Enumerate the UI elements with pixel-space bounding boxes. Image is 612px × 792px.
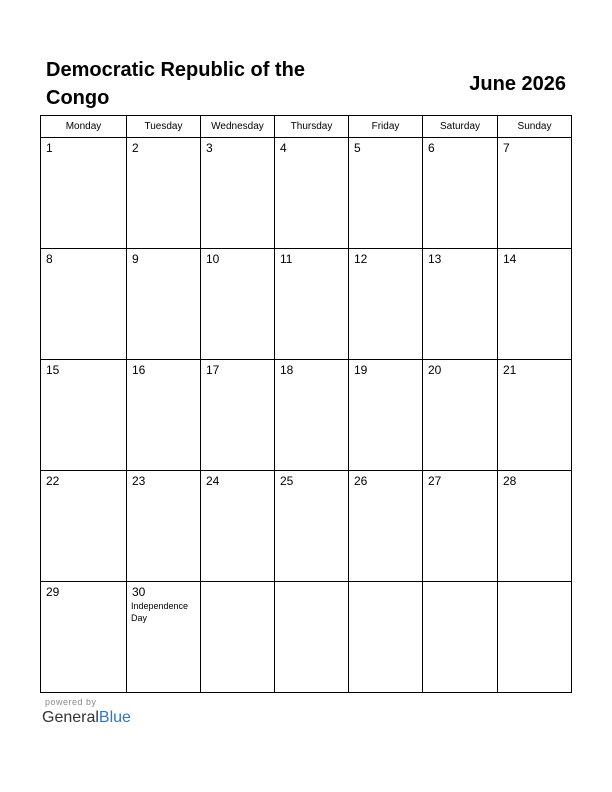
day-number: 17 [206,363,220,377]
powered-by-text: powered by [45,697,97,707]
holiday-label: Independence Day [131,601,189,623]
empty-day-cell [498,582,572,693]
day-cell [423,360,498,471]
day-cell [127,582,201,693]
day-number: 19 [354,363,368,377]
week-row-2 [41,249,572,360]
weekday-friday: Friday [349,116,423,138]
empty-day-cell [423,582,498,693]
day-cell [349,138,423,249]
day-number: 25 [280,474,294,488]
day-number: 28 [503,474,517,488]
weekday-saturday: Saturday [423,116,498,138]
day-cell [498,138,572,249]
week-row-3 [41,360,572,471]
logo-blue-text: Blue [98,709,131,726]
day-number: 5 [354,141,361,155]
day-cell [201,138,275,249]
day-number: 7 [503,141,510,155]
day-number: 22 [46,474,60,488]
day-number: 23 [132,474,146,488]
logo-general-text: General [42,709,99,726]
day-number: 8 [46,252,53,266]
day-number: 12 [354,252,368,266]
week-row-1 [41,138,572,249]
day-cell [275,249,349,360]
calendar-month-year: June 2026 [469,73,566,95]
day-number: 10 [206,252,220,266]
day-cell [349,360,423,471]
day-number: 20 [428,363,442,377]
day-number: 15 [46,363,60,377]
day-number: 27 [428,474,442,488]
day-cell [423,138,498,249]
weekday-header-row [41,116,572,138]
day-number: 6 [428,141,435,155]
day-cell [498,360,572,471]
day-cell [275,360,349,471]
calendar-grid [40,115,572,693]
empty-day-cell [275,582,349,693]
day-cell [127,138,201,249]
day-number: 2 [132,141,139,155]
week-row-4 [41,471,572,582]
day-cell [201,360,275,471]
day-cell [423,471,498,582]
day-cell [127,471,201,582]
day-cell [41,471,127,582]
day-cell [498,471,572,582]
day-number: 11 [280,252,293,266]
day-cell [349,471,423,582]
day-cell [349,249,423,360]
day-number: 29 [46,585,60,599]
calendar-title-country: Democratic Republic of the Congo [46,59,305,109]
weekday-wednesday: Wednesday [201,116,275,138]
day-number: 24 [206,474,220,488]
day-cell [41,138,127,249]
generalblue-branding [42,697,131,728]
day-number: 21 [503,363,517,377]
day-cell [127,249,201,360]
day-cell [498,249,572,360]
day-number: 14 [503,252,517,266]
weekday-sunday: Sunday [498,116,572,138]
day-cell [201,471,275,582]
day-cell [41,582,127,693]
day-cell [41,249,127,360]
day-cell [41,360,127,471]
week-row-5 [41,582,572,693]
day-cell [275,471,349,582]
empty-day-cell [201,582,275,693]
day-cell [423,249,498,360]
weekday-tuesday: Tuesday [127,116,201,138]
day-number: 13 [428,252,442,266]
day-cell [127,360,201,471]
weekday-thursday: Thursday [275,116,349,138]
day-cell [275,138,349,249]
day-number: 16 [132,363,146,377]
day-number: 4 [280,141,287,155]
day-cell [201,249,275,360]
day-number: 9 [132,252,139,266]
weekday-monday: Monday [41,116,127,138]
day-number: 1 [46,141,53,155]
generalblue-logo [42,708,131,728]
day-number: 26 [354,474,368,488]
day-number: 3 [206,141,213,155]
empty-day-cell [349,582,423,693]
day-number: 18 [280,363,294,377]
day-number: 30 [132,585,146,599]
